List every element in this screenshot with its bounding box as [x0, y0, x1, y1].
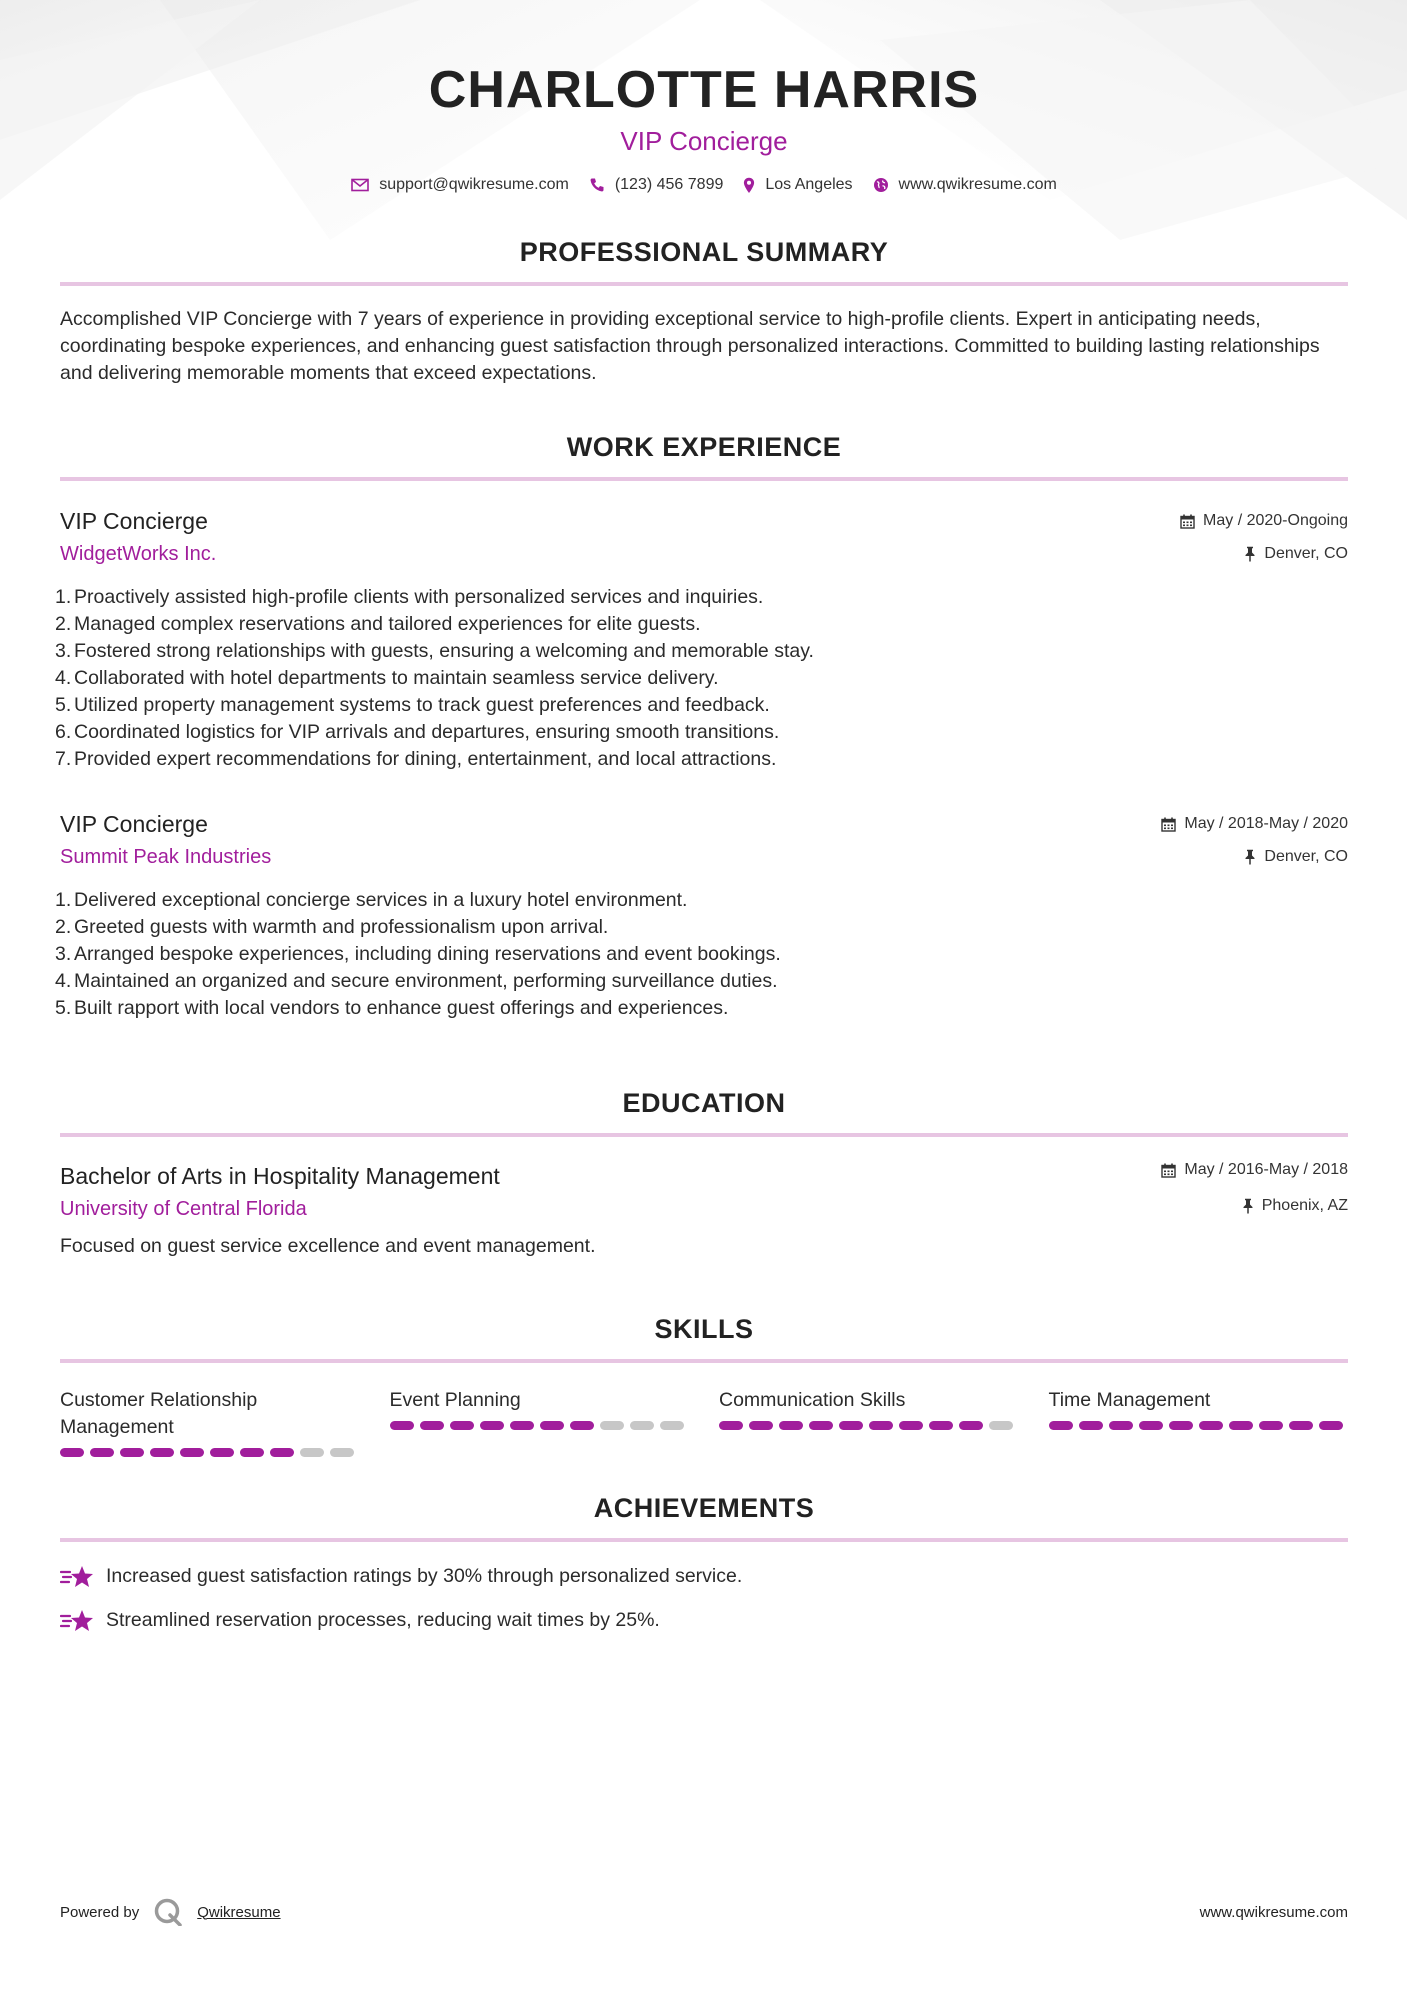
section-title: ACHIEVEMENTS — [593, 1493, 815, 1523]
skill-segment-filled — [1319, 1421, 1343, 1430]
qwikresume-logo-icon — [153, 1898, 183, 1926]
section-title: PROFESSIONAL SUMMARY — [519, 237, 889, 267]
list-item: 6. Coordinated logistics for VIP arrivals and departures, ensuring smooth transitions. — [60, 719, 1348, 746]
job-bullets — [55, 584, 1348, 773]
pushpin-icon — [1242, 1198, 1254, 1214]
job-location-text: Denver, CO — [1264, 848, 1348, 865]
skill-segment-filled — [1049, 1421, 1073, 1430]
shooting-star-icon — [60, 1564, 94, 1590]
education-dates-text: May / 2016-May / 2018 — [1184, 1161, 1348, 1178]
section-divider — [60, 477, 1348, 481]
skill-segment-filled — [809, 1421, 833, 1430]
map-pin-icon — [743, 177, 755, 194]
skill-segment-filled — [510, 1421, 534, 1430]
job-company: WidgetWorks Inc. — [60, 543, 217, 565]
job-meta — [1161, 813, 1348, 868]
skill-segment-filled — [959, 1421, 983, 1430]
skill-segment-filled — [420, 1421, 444, 1430]
contact-location — [743, 176, 852, 194]
page-footer — [60, 1898, 1348, 1926]
bullet-text: Delivered exceptional concierge services in a luxury hotel environment. — [74, 889, 688, 911]
skill-level-bar — [60, 1448, 360, 1457]
job-dates-text: May / 2020-Ongoing — [1203, 512, 1348, 529]
resume-page — [55, 0, 1348, 1634]
list-item: 4. Maintained an organized and secure environment, performing surveillance duties. — [60, 968, 1348, 995]
job-location-text: Denver, CO — [1264, 545, 1348, 562]
achievement-item — [60, 1563, 1348, 1590]
powered-by — [60, 1898, 281, 1926]
job-dates-text: May / 2018-May / 2020 — [1184, 815, 1348, 832]
list-item: 5. Built rapport with local vendors to enhance guest offerings and experiences. — [60, 995, 1348, 1022]
bullet-text: Maintained an organized and secure environment, performing surveillance duties. — [74, 970, 778, 992]
section-title: SKILLS — [654, 1314, 754, 1344]
achievements-list — [60, 1563, 1348, 1634]
skill-segment-filled — [1109, 1421, 1133, 1430]
skill-segment-filled — [540, 1421, 564, 1430]
list-item: 2. Managed complex reservations and tailored experiences for elite guests. — [60, 611, 1348, 638]
skill-segment-filled — [480, 1421, 504, 1430]
list-item: 5. Utilized property management systems to track guest preferences and feedback. — [60, 692, 1348, 719]
skill-segment-filled — [1289, 1421, 1313, 1430]
skill-item — [1049, 1387, 1349, 1457]
skill-item — [719, 1387, 1019, 1457]
shooting-star-icon — [60, 1608, 94, 1634]
bullet-text: Managed complex reservations and tailored experiences for elite guests. — [74, 613, 701, 635]
skill-segment-empty — [630, 1421, 654, 1430]
achievement-text: Increased guest satisfaction ratings by 30% through personalized service. — [106, 1565, 743, 1587]
job-location — [1161, 846, 1348, 868]
education-location-text: Phoenix, AZ — [1261, 1197, 1348, 1214]
job-location — [1180, 543, 1348, 565]
summary-section — [60, 237, 1348, 387]
contact-phone[interactable] — [589, 176, 724, 194]
skill-name: Time Management — [1048, 1389, 1211, 1411]
skill-level-bar — [1049, 1421, 1349, 1430]
skill-segment-filled — [1169, 1421, 1193, 1430]
contact-phone-text: (123) 456 7899 — [614, 176, 724, 193]
experience-section — [55, 432, 1348, 1022]
bullet-text: Collaborated with hotel departments to maintain seamless service delivery. — [74, 667, 719, 689]
calendar-icon — [1161, 817, 1176, 832]
education-school: University of Central Florida — [60, 1198, 307, 1220]
education-entry — [60, 1161, 1348, 1260]
skill-segment-empty — [330, 1448, 354, 1457]
job-title: VIP Concierge — [60, 508, 208, 534]
list-item: 7. Provided expert recommendations for dining, entertainment, and local attractions. — [60, 746, 1348, 773]
skill-segment-filled — [390, 1421, 414, 1430]
skill-segment-filled — [1199, 1421, 1223, 1430]
skill-segment-filled — [839, 1421, 863, 1430]
calendar-icon — [1180, 514, 1195, 529]
section-divider — [60, 1133, 1348, 1137]
skills-grid — [60, 1387, 1348, 1457]
skill-segment-filled — [719, 1421, 743, 1430]
section-divider — [60, 282, 1348, 286]
skill-segment-filled — [150, 1448, 174, 1457]
skill-segment-filled — [60, 1448, 84, 1457]
skill-segment-filled — [120, 1448, 144, 1457]
section-divider — [60, 1359, 1348, 1363]
bullet-text: Proactively assisted high-profile clients with personalized services and inquiries. — [74, 586, 764, 608]
globe-icon — [873, 177, 889, 193]
contact-location-text: Los Angeles — [765, 176, 853, 193]
phone-icon — [589, 177, 605, 193]
skill-segment-empty — [989, 1421, 1013, 1430]
skill-segment-empty — [300, 1448, 324, 1457]
job-dates — [1180, 510, 1348, 532]
achievement-text: Streamlined reservation processes, reducing wait times by 25%. — [106, 1609, 660, 1631]
candidate-name: CHARLOTTE HARRIS — [428, 61, 980, 119]
skill-segment-filled — [270, 1448, 294, 1457]
contact-website[interactable] — [873, 176, 1057, 194]
skill-segment-filled — [779, 1421, 803, 1430]
section-title: EDUCATION — [622, 1088, 786, 1118]
job-company: Summit Peak Industries — [60, 846, 272, 868]
qwikresume-link[interactable]: Qwikresume — [197, 1903, 281, 1921]
job-entry — [55, 809, 1348, 1022]
pushpin-icon — [1244, 849, 1256, 865]
bullet-text: Greeted guests with warmth and professionalism upon arrival. — [74, 916, 609, 938]
skill-item — [60, 1387, 360, 1457]
list-item: 1. Proactively assisted high-profile clients with personalized services and inquiries. — [60, 584, 1348, 611]
skill-segment-filled — [210, 1448, 234, 1457]
calendar-icon — [1161, 1163, 1176, 1178]
skill-segment-filled — [869, 1421, 893, 1430]
skill-segment-filled — [90, 1448, 114, 1457]
job-entry — [55, 506, 1348, 773]
bullet-text: Coordinated logistics for VIP arrivals and departures, ensuring smooth transitions. — [74, 721, 780, 743]
contact-bar — [60, 176, 1348, 194]
skill-level-bar — [390, 1421, 690, 1430]
contact-email[interactable] — [351, 176, 569, 194]
skill-name: Event Planning — [389, 1389, 521, 1411]
skill-segment-filled — [899, 1421, 923, 1430]
footer-website[interactable]: www.qwikresume.com — [1199, 1903, 1348, 1921]
powered-by-label: Powered by — [60, 1903, 140, 1921]
skill-name: Communication Skills — [719, 1389, 906, 1411]
job-title: VIP Concierge — [60, 811, 208, 837]
bullet-text: Arranged bespoke experiences, including dining reservations and event bookings. — [74, 943, 781, 965]
pushpin-icon — [1244, 546, 1256, 562]
skill-segment-filled — [180, 1448, 204, 1457]
skill-item — [390, 1387, 690, 1457]
skill-segment-filled — [450, 1421, 474, 1430]
achievement-item — [60, 1607, 1348, 1634]
skill-segment-filled — [570, 1421, 594, 1430]
skill-segment-filled — [1259, 1421, 1283, 1430]
list-item: 1. Delivered exceptional concierge services in a luxury hotel environment. — [60, 887, 1348, 914]
skill-segment-filled — [929, 1421, 953, 1430]
contact-website-text: www.qwikresume.com — [898, 176, 1057, 193]
candidate-role: VIP Concierge — [620, 126, 788, 156]
resume-header — [60, 0, 1348, 194]
education-degree: Bachelor of Arts in Hospitality Management — [60, 1163, 500, 1189]
skill-level-bar — [719, 1421, 1019, 1430]
section-title: WORK EXPERIENCE — [566, 432, 842, 462]
list-item: 3. Fostered strong relationships with guests, ensuring a welcoming and memorable stay. — [60, 638, 1348, 665]
skill-segment-filled — [749, 1421, 773, 1430]
list-item: 2. Greeted guests with warmth and professionalism upon arrival. — [60, 914, 1348, 941]
list-item: 3. Arranged bespoke experiences, including dining reservations and event bookings. — [60, 941, 1348, 968]
summary-text: Accomplished VIP Concierge with 7 years of experience in providing exceptional service to high-profile clients. Expert in anticipating needs, coordinating bespoke experiences, and enhancing guest satisfaction through personalized interactions. Committed to building lasting relationships and delivering memorable moments that exceed expectations. — [60, 308, 1320, 384]
skills-section — [60, 1314, 1348, 1457]
education-dates — [1161, 1159, 1348, 1181]
list-item: 4. Collaborated with hotel departments to maintain seamless service delivery. — [60, 665, 1348, 692]
skill-segment-empty — [660, 1421, 684, 1430]
skill-segment-filled — [240, 1448, 264, 1457]
education-meta — [1161, 1159, 1348, 1217]
achievements-section — [60, 1493, 1348, 1634]
job-meta — [1180, 510, 1348, 565]
skill-name: Customer Relationship Management — [60, 1389, 258, 1438]
job-dates — [1161, 813, 1348, 835]
envelope-icon — [351, 178, 369, 192]
education-description: Focused on guest service excellence and event management. — [60, 1235, 596, 1257]
bullet-text: Built rapport with local vendors to enhance guest offerings and experiences. — [74, 997, 729, 1019]
skill-segment-filled — [1139, 1421, 1163, 1430]
skill-segment-filled — [1079, 1421, 1103, 1430]
education-section — [60, 1088, 1348, 1260]
job-bullets — [55, 887, 1348, 1022]
bullet-text: Provided expert recommendations for dining, entertainment, and local attractions. — [74, 748, 777, 770]
skill-segment-empty — [600, 1421, 624, 1430]
bullet-text: Utilized property management systems to track guest preferences and feedback. — [74, 694, 770, 716]
education-location — [1161, 1195, 1348, 1217]
section-divider — [60, 1538, 1348, 1542]
skill-segment-filled — [1229, 1421, 1253, 1430]
contact-email-text: support@qwikresume.com — [379, 176, 569, 193]
bullet-text: Fostered strong relationships with guests, ensuring a welcoming and memorable stay. — [74, 640, 814, 662]
